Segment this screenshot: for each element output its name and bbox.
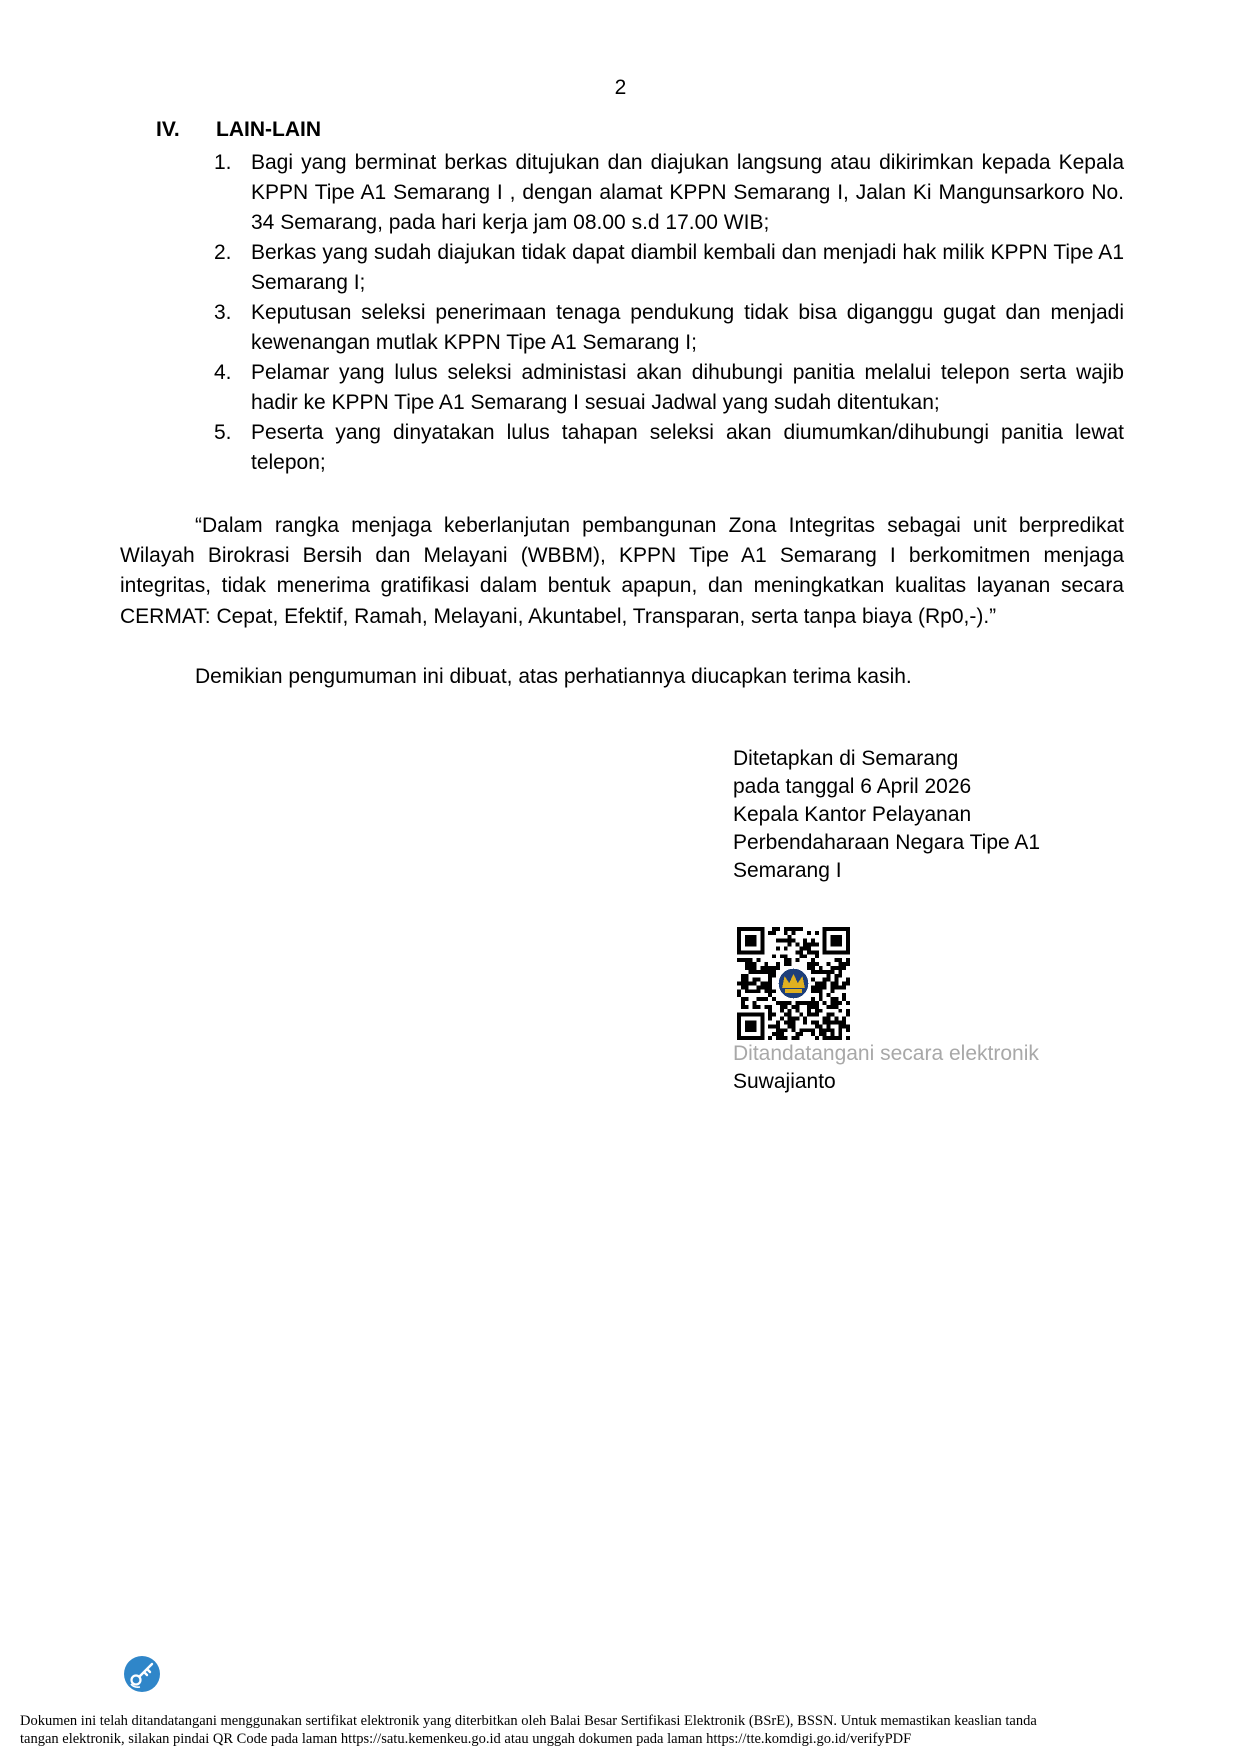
list-item-text: Keputusan seleksi penerimaan tenaga pendukung tidak bisa diganggu gugat dan menjadi kewenangan mutlak KPPN Tipe A1 Semarang I; [251,301,1124,354]
footer-line-2: tangan elektronik, silakan pindai QR Code pada laman https://satu.kemenkeu.go.id atau unggah dokumen pada laman https://tte.komdigi.go.id/verifyPDF [20,1731,912,1747]
list-item [156,238,1124,298]
integrity-paragraph: “Dalam rangka menjaga keberlanjutan pembangunan Zona Integritas sebagai unit berpredikat Wilayah Birokrasi Bersih dan Melayani (WBBM), KPPN Tipe A1 Semarang I berkomitmen menjaga integritas, tidak menerima gratifikasi dalam bentuk apapun, dan meningkatkan kualitas layanan secara CERMAT: Cepat, Efektif, Ramah, Melayani, Akuntabel, Transparan, serta tanpa biaya (Rp0,-).” [120,514,1124,628]
closing-paragraph: Demikian pengumuman ini dibuat, atas perhatiannya diucapkan terima kasih. [195,665,912,688]
list-item-number: 2. [214,241,232,264]
list-item-text: Berkas yang sudah diajukan tidak dapat diambil kembali dan menjadi hak milik KPPN Tipe A1 Semarang I; [251,241,1124,294]
section-heading [156,118,1124,148]
list-item-number: 3. [214,301,232,324]
list-item [156,358,1124,418]
signature-position-line1: Kepala Kantor Pelayanan [733,803,972,826]
list-item-text: Bagi yang berminat berkas ditujukan dan diajukan langsung atau dikirimkan kepada Kepala KPPN Tipe A1 Semarang I , dengan alamat KPPN Semarang I, Jalan Ki Mangunsarkoro No. 34 Semarang, pada hari kerja jam 08.00 s.d 17.00 WIB; [251,151,1124,234]
list-item-text: Peserta yang dinyatakan lulus tahapan seleksi akan diumumkan/dihubungi panitia lewat telepon; [251,421,1124,474]
section-number: IV. [156,118,180,141]
list-item [156,418,1124,478]
signature-status: Ditandatangani secara elektronik [733,1042,1039,1065]
list-item-number: 1. [214,151,232,174]
list-item [156,148,1124,238]
page-number: 2 [614,76,627,99]
signature-place: Ditetapkan di Semarang [733,747,959,770]
footer-disclaimer [20,1712,1225,1748]
list-item [156,298,1124,358]
qr-code-icon[interactable] [737,927,850,1040]
kemenkeu-emblem-icon [776,966,812,1002]
footer-line-1: Dokumen ini telah ditandatangani menggunakan sertifikat elektronik yang diterbitkan oleh Balai Besar Sertifikasi Elektronik (BSrE), BSSN. Untuk memastikan keaslian tanda [20,1713,1037,1729]
section-lain-lain [156,118,1124,478]
signer-name: Suwajianto [733,1070,836,1093]
list-item-number: 4. [214,361,232,384]
list-item-text: Pelamar yang lulus seleksi administasi akan dihubungi panitia melalui telepon serta wajib hadir ke KPPN Tipe A1 Semarang I sesuai Jadwal yang sudah ditentukan; [251,361,1124,414]
signature-block [733,745,1113,885]
signature-position-line3: Semarang I [733,859,842,882]
section-title: LAIN-LAIN [216,118,321,141]
terms-list [156,148,1124,478]
list-item-number: 5. [214,421,232,444]
signature-date: pada tanggal 6 April 2026 [733,775,972,798]
bsre-logo-icon [123,1655,161,1693]
signature-position-line2: Perbendaharaan Negara Tipe A1 [733,831,1041,854]
